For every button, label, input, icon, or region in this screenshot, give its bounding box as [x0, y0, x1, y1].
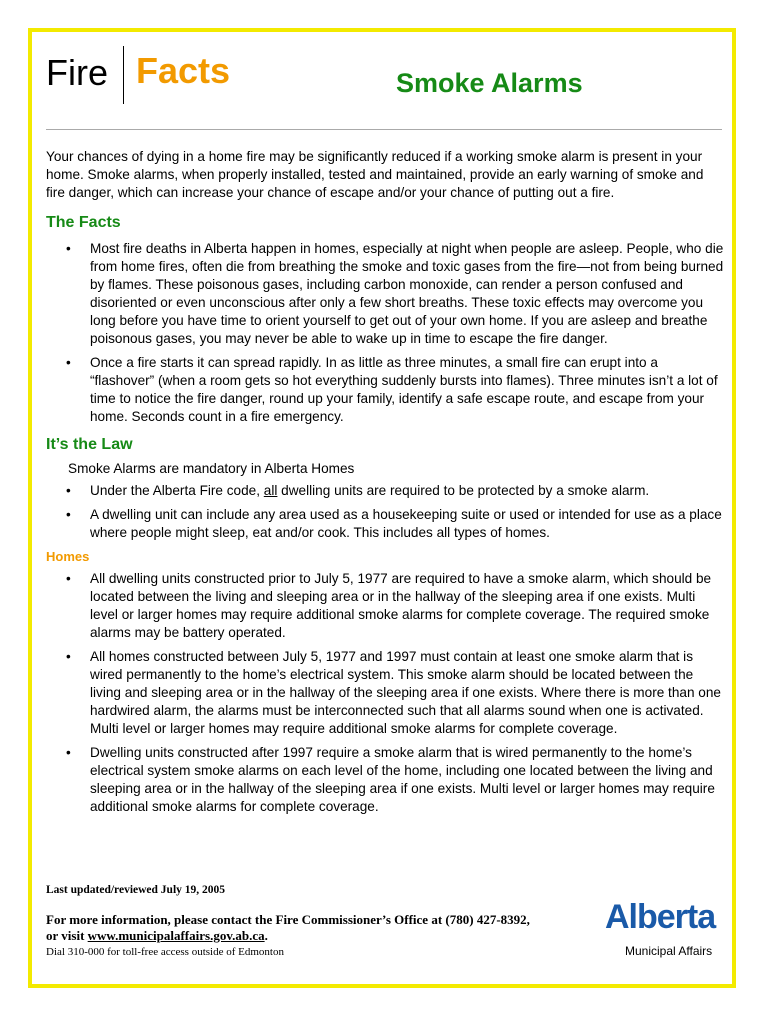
- homes-heading: Homes: [46, 549, 90, 564]
- alberta-logo: [605, 898, 725, 962]
- facts-heading: The Facts: [46, 214, 121, 231]
- law-list: [46, 482, 724, 542]
- intro-paragraph: Your chances of dying in a home fire may be significantly reduced if a working smoke alarm is present in your home. Smoke alarms, when properly installed, tested and maintained, provide an early warning of smoke and fire danger, which can increase your chance of escape and/or your chance of putting out a fire.: [46, 149, 704, 200]
- law-heading: It’s the Law: [46, 436, 133, 453]
- bullet-icon: •: [66, 483, 71, 498]
- list-item: • Dwelling units constructed after 1997 require a smoke alarm that is wired permanently to the home’s electrical system smoke alarms on each level of the home, including one located between the living and sleeping area or in the hallway of the sleeping area if one exists. Multi level or larger homes may require additional smoke alarms for complete coverage.: [66, 745, 715, 814]
- bullet-icon: •: [66, 241, 71, 256]
- fire-facts-logo-fire: Fire: [46, 52, 108, 93]
- list-item: • Most fire deaths in Alberta happen in homes, especially at night when people are asleep. People, who die from home fires, often die from breathing the smoke and toxic gases from the fire—not from being burned by flames. These poisonous gases, including carbon monoxide, can render a person confused and disoriented or even unconscious after only a few short breaths. These toxic effects may overcome you long before you have time to orient yourself to get out of your own home. If you are asleep and breathe poisonous gases, you may never be able to wake up in time to escape the fire danger.: [66, 241, 724, 346]
- homes-list: [46, 570, 724, 816]
- website-link[interactable]: www.municipalaffairs.gov.ab.ca: [87, 928, 265, 943]
- page-title: Smoke Alarms: [396, 68, 583, 98]
- bullet-icon: •: [66, 571, 71, 586]
- list-item: • Under the Alberta Fire code, all dwelling units are required to be protected by a smoke alarm.: [66, 483, 650, 498]
- law-subtitle: Smoke Alarms are mandatory in Alberta Homes: [68, 461, 355, 476]
- footer: [46, 884, 606, 958]
- tollfree-note: Dial 310-000 for toll-free access outside of Edmonton: [46, 946, 284, 958]
- list-item: • A dwelling unit can include any area used as a housekeeping suite or used or intended for use as a place where people might sleep, eat and/or cook. This includes all types of homes.: [66, 507, 722, 540]
- last-updated: Last updated/reviewed July 19, 2005: [46, 884, 226, 896]
- list-item: • All dwelling units constructed prior to July 5, 1977 are required to have a smoke alarm, which should be located between the living and sleeping area or in the hallway of the sleeping area if one exists. Multi level or larger homes may require additional smoke alarms for complete coverage. The required smoke alarms may be battery operated.: [66, 571, 712, 640]
- logo-divider: [123, 46, 124, 104]
- alberta-wordmark: Alberta: [605, 898, 716, 936]
- facts-list: [46, 240, 724, 426]
- bullet-icon: •: [66, 745, 71, 760]
- bullet-icon: •: [66, 355, 71, 370]
- alberta-department: Municipal Affairs: [625, 944, 713, 958]
- bullet-icon: •: [66, 507, 71, 522]
- contact-info: For more information, please contact the Fire Commissioner’s Office at (780) 427-8392, or visit www.municipalaffairs.gov.ab.ca.: [46, 912, 530, 943]
- list-item: • All homes constructed between July 5, 1977 and 1997 must contain at least one smoke alarm that is wired permanently to the home’s electrical system. This smoke alarm should be located between the living and sleeping area or in the hallway of the sleeping area if one exists. Where there is more than one hardwired alarm, the alarms must be interconnected such that all alarms sound when one is activated. Multi level or larger homes may require additional smoke alarms for complete coverage.: [66, 649, 721, 736]
- bullet-icon: •: [66, 649, 71, 664]
- document-body: [46, 148, 724, 822]
- header-rule: [46, 129, 722, 130]
- fire-facts-logo-facts: Facts: [136, 50, 231, 91]
- list-item: • Once a fire starts it can spread rapidly. In as little as three minutes, a small fire can erupt into a “flashover” (when a room gets so hot everything suddenly bursts into flames). Three minutes isn’t a lot of time to notice the fire danger, round up your family, identify a safe escape route, and escape from your home. Seconds count in a fire emergency.: [66, 355, 718, 424]
